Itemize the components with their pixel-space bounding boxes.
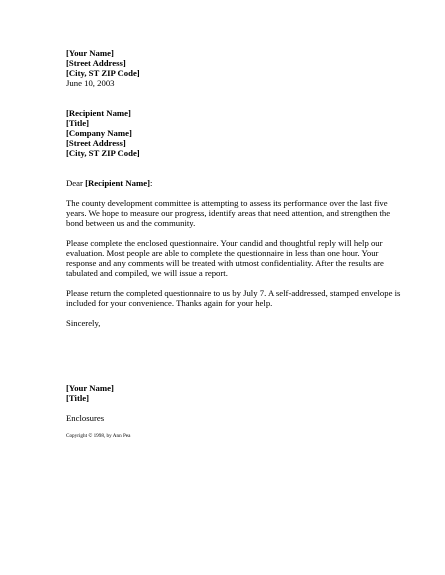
salutation-name: [Recipient Name] [85, 178, 150, 188]
signature-name: [Your Name] [66, 383, 114, 393]
recipient-title: [Title] [66, 118, 89, 128]
letter-body [66, 48, 406, 440]
salutation-suffix: : [149, 178, 153, 188]
body-paragraph-3: Please return the completed questionnaire to us by July 7. A self-addressed, stamped envelope is included for your convenience. Thanks again for your help. [66, 288, 401, 308]
recipient-name: [Recipient Name] [66, 108, 131, 118]
recipient-city: [City, ST ZIP Code] [66, 148, 140, 158]
sender-name: [Your Name] [66, 48, 114, 58]
recipient-company: [Company Name] [66, 128, 132, 138]
recipient-street: [Street Address] [66, 138, 126, 148]
letter-date: June 10, 2003 [66, 78, 115, 88]
body-paragraph-1: The county development committee is attempting to assess its performance over the last five years. We hope to measure our progress, identify areas that need attention, and strengthen the bond between us and the community. [66, 198, 391, 228]
enclosures: Enclosures [66, 413, 105, 423]
closing: Sincerely, [66, 318, 101, 328]
signature-title: [Title] [66, 393, 89, 403]
salutation [66, 178, 406, 188]
sender-street: [Street Address] [66, 58, 126, 68]
copyright-notice: Copyright © 1998, by Ann Pea [66, 433, 131, 439]
salutation-prefix: Dear [66, 178, 86, 188]
sender-city: [City, ST ZIP Code] [66, 68, 140, 78]
body-paragraph-2: Please complete the enclosed questionnaire. Your candid and thoughtful reply will help our evaluation. Most people are able to complete the questionnaire in less than one hour. Your response and any comments will be treated with utmost confidentiality. After the results are tabulated and compiled, we will issue a report. [66, 238, 384, 278]
